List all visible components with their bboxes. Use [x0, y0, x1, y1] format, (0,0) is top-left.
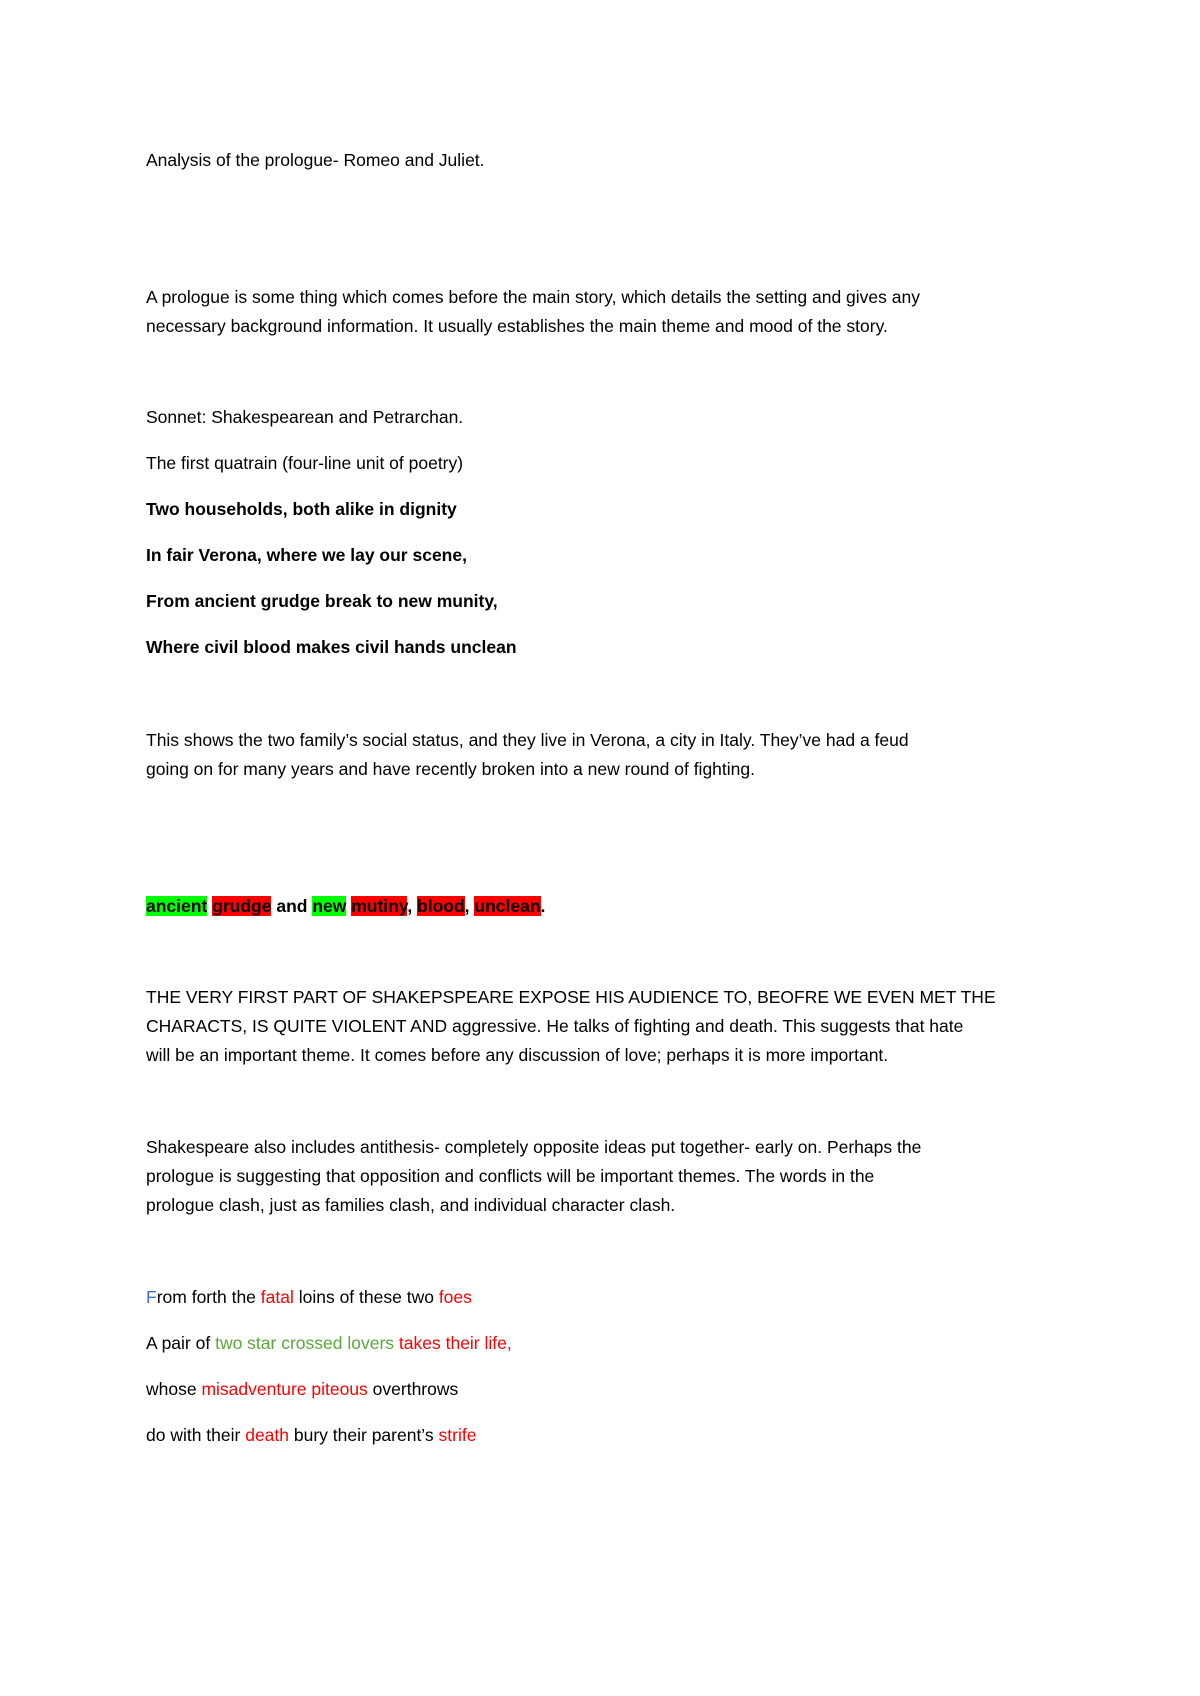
- quatrain-line-3: From ancient grudge break to new munity,: [146, 591, 498, 611]
- highlight-new: new: [312, 896, 347, 916]
- violence-line-3: will be an important theme. It comes before any discussion of love; perhaps it is more important.: [146, 1045, 889, 1065]
- quote-4-text-b: bury their parent’s: [289, 1425, 439, 1445]
- quote-4-text-a: do with their: [146, 1425, 246, 1445]
- antithesis-line-3: prologue clash, just as families clash, and individual character clash.: [146, 1195, 676, 1215]
- quote-3-text-a: whose: [146, 1379, 202, 1399]
- quote-line-3: [146, 1377, 458, 1401]
- quatrain-heading: The first quatrain (four-line unit of poetry): [146, 453, 464, 473]
- quote-3-text-b: overthrows: [367, 1379, 459, 1399]
- quote-2-lovers: two star crossed lovers: [215, 1333, 395, 1353]
- quote-2-text-a: A pair of: [146, 1333, 216, 1353]
- quote-1-text-b: loins of these two: [293, 1287, 439, 1307]
- highlighted-words-line: [146, 894, 545, 918]
- quote-2-takes-life: takes their life,: [398, 1333, 512, 1353]
- quote-3-misadventure: misadventure piteous: [201, 1379, 368, 1399]
- highlight-blood: blood: [417, 896, 465, 916]
- quatrain-line-1: Two households, both alike in dignity: [146, 499, 457, 519]
- intro-line-2: necessary background information. It usually establishes the main theme and mood of the story.: [146, 316, 888, 336]
- explanation-line-2: going on for many years and have recently broken into a new round of fighting.: [146, 759, 755, 779]
- quote-line-2: [146, 1331, 512, 1355]
- antithesis-line-2: prologue is suggesting that opposition and conflicts will be important themes. The words in the: [146, 1166, 875, 1186]
- quote-1-text-a: rom forth the: [156, 1287, 261, 1307]
- violence-line-2: CHARACTS, IS QUITE VIOLENT AND aggressive. He talks of fighting and death. This suggests that hate: [146, 1016, 964, 1036]
- quote-1-initial: F: [146, 1287, 157, 1307]
- quote-line-4: [146, 1423, 476, 1447]
- highlight-and: and: [271, 896, 313, 916]
- quote-4-strife: strife: [438, 1425, 477, 1445]
- quote-4-death: death: [245, 1425, 290, 1445]
- quatrain-line-2: In fair Verona, where we lay our scene,: [146, 545, 467, 565]
- intro-line-1: A prologue is some thing which comes before the main story, which details the setting and gives any: [146, 287, 920, 307]
- highlight-sep-1: ,: [407, 896, 418, 916]
- explanation-line-1: This shows the two family’s social status, and they live in Verona, a city in Italy. They’ve had a feud: [146, 730, 909, 750]
- quatrain-line-4: Where civil blood makes civil hands unclean: [146, 637, 517, 657]
- sonnet-line: Sonnet: Shakespearean and Petrarchan.: [146, 407, 464, 427]
- highlight-ancient: ancient: [146, 896, 208, 916]
- document-title: Analysis of the prologue- Romeo and Juliet.: [146, 150, 485, 170]
- highlight-end: .: [540, 896, 546, 916]
- antithesis-line-1: Shakespeare also includes antithesis- completely opposite ideas put together- early on. Perhaps the: [146, 1137, 922, 1157]
- highlight-sep-2: ,: [464, 896, 475, 916]
- highlight-grudge: grudge: [212, 896, 272, 916]
- violence-line-1: THE VERY FIRST PART OF SHAKEPSPEARE EXPOSE HIS AUDIENCE TO, BEOFRE WE EVEN MET THE: [146, 987, 996, 1007]
- quote-line-1: [146, 1285, 472, 1309]
- quote-1-foes: foes: [438, 1287, 472, 1307]
- highlight-unclean: unclean: [474, 896, 541, 916]
- quote-1-fatal: fatal: [260, 1287, 294, 1307]
- highlight-mutiny: mutiny: [351, 896, 408, 916]
